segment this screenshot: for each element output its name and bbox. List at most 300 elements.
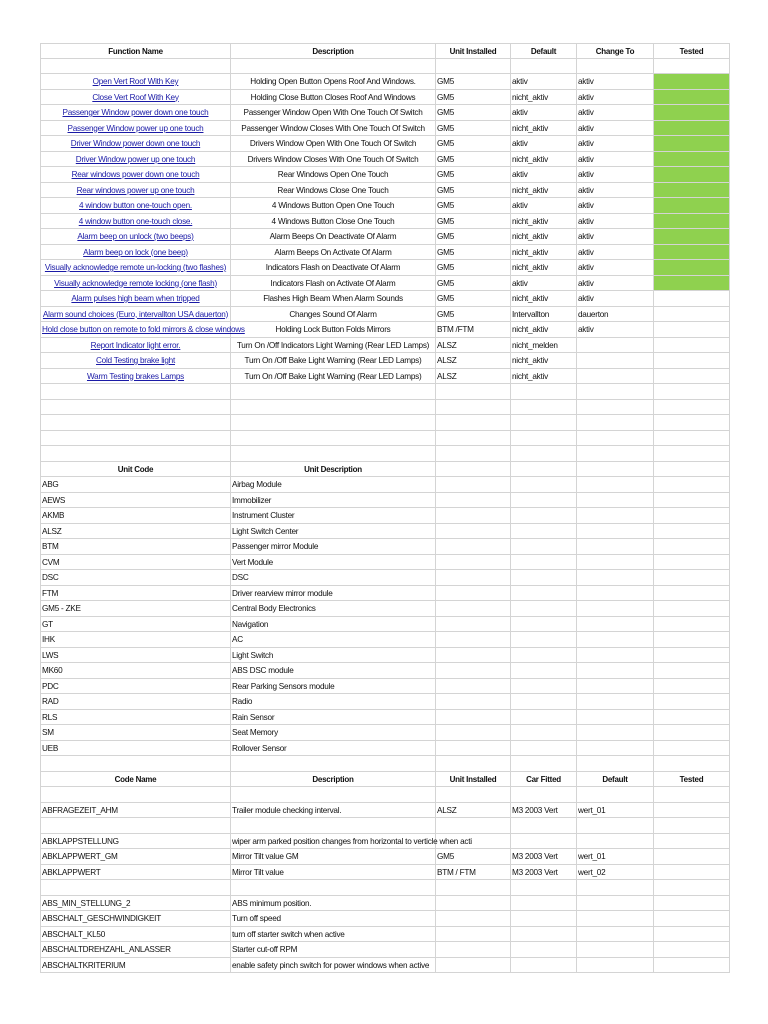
empty-cell <box>40 818 231 834</box>
tested-cell <box>654 338 730 354</box>
function-description: Indicators Flash on Deactivate Of Alarm <box>231 260 436 276</box>
code-name: ABSCHALTDREHZAHL_ANLASSER <box>40 942 231 958</box>
cell <box>436 648 511 664</box>
function-description: Turn On /Off Bake Light Warning (Rear LED Lamps) <box>231 353 436 369</box>
change-to-value: aktiv <box>577 276 654 292</box>
default-value: nicht_aktiv <box>511 245 577 261</box>
unit-description: Rollover Sensor <box>231 741 436 757</box>
function-row <box>40 74 730 90</box>
unit-installed <box>436 896 511 912</box>
empty-cell <box>511 384 577 400</box>
function-row <box>40 260 730 276</box>
unit-row <box>40 539 730 555</box>
function-name-link[interactable]: 4 window button one-touch open. <box>40 198 231 214</box>
tested-indicator <box>654 245 730 261</box>
cell <box>577 477 654 493</box>
cell <box>511 632 577 648</box>
cell <box>511 555 577 571</box>
empty-cell <box>231 787 436 803</box>
change-to-value <box>577 369 654 385</box>
empty-cell <box>577 400 654 416</box>
cell <box>577 663 654 679</box>
unit-code: PDC <box>40 679 231 695</box>
change-to-value: aktiv <box>577 167 654 183</box>
cell <box>436 741 511 757</box>
unit-installed: GM5 <box>436 121 511 137</box>
empty-row <box>40 756 730 772</box>
tested-indicator <box>654 198 730 214</box>
unit-installed: GM5 <box>436 276 511 292</box>
empty-row <box>40 880 730 896</box>
cell <box>436 477 511 493</box>
function-description: Alarm Beeps On Activate Of Alarm <box>231 245 436 261</box>
function-row <box>40 214 730 230</box>
cell <box>436 555 511 571</box>
unit-installed: ALSZ <box>436 353 511 369</box>
unit-installed: GM5 <box>436 307 511 323</box>
cell <box>511 539 577 555</box>
default-value <box>577 958 654 974</box>
default-value: nicht_aktiv <box>511 183 577 199</box>
cell <box>436 524 511 540</box>
cell <box>436 710 511 726</box>
cell <box>654 663 730 679</box>
unit-installed: ALSZ <box>436 338 511 354</box>
empty-cell <box>654 400 730 416</box>
car-fitted <box>511 942 577 958</box>
code-row <box>40 896 730 912</box>
function-name-link[interactable]: 4 window button one-touch close. <box>40 214 231 230</box>
column-header: Default <box>511 43 577 59</box>
change-to-value: aktiv <box>577 260 654 276</box>
code-name: ABKLAPPWERT_GM <box>40 849 231 865</box>
code-description: Mirror Tilt value GM <box>231 849 436 865</box>
code-row <box>40 927 730 943</box>
unit-row <box>40 555 730 571</box>
function-name-link[interactable]: Passenger Window power down one touch <box>40 105 231 121</box>
empty-row <box>40 787 730 803</box>
cell <box>511 493 577 509</box>
unit-row <box>40 508 730 524</box>
function-description: Changes Sound Of Alarm <box>231 307 436 323</box>
tested-cell <box>654 834 730 850</box>
code-description: ABS minimum position. <box>231 896 436 912</box>
header-row-codes <box>40 772 730 788</box>
empty-cell <box>40 431 231 447</box>
column-header: Tested <box>654 772 730 788</box>
empty-cell <box>577 384 654 400</box>
default-value: nicht_aktiv <box>511 291 577 307</box>
unit-code: LWS <box>40 648 231 664</box>
tested-cell <box>654 369 730 385</box>
default-value: wert_01 <box>577 849 654 865</box>
column-header: Change To <box>577 43 654 59</box>
cell <box>654 555 730 571</box>
function-name-link[interactable]: Report Indicator light error. <box>40 338 231 354</box>
empty-cell <box>436 400 511 416</box>
function-row <box>40 121 730 137</box>
cell <box>436 539 511 555</box>
column-header: Default <box>577 772 654 788</box>
function-row <box>40 338 730 354</box>
function-description: Indicators Flash on Activate Of Alarm <box>231 276 436 292</box>
empty-cell <box>231 384 436 400</box>
function-name-link[interactable]: Alarm sound choices (Euro, intervallton USA dauerton) <box>40 307 231 323</box>
function-description: Turn On /Off Bake Light Warning (Rear LED Lamps) <box>231 369 436 385</box>
code-name: ABSCHALTKRITERIUM <box>40 958 231 974</box>
tested-cell <box>654 958 730 974</box>
empty-cell <box>231 756 436 772</box>
unit-installed <box>436 927 511 943</box>
cell <box>654 710 730 726</box>
unit-description: Central Body Electronics <box>231 601 436 617</box>
empty-row <box>40 818 730 834</box>
empty-cell <box>231 880 436 896</box>
unit-row <box>40 601 730 617</box>
cell <box>511 586 577 602</box>
code-name: ABFRAGEZEIT_AHM <box>40 803 231 819</box>
empty-cell <box>654 59 730 75</box>
default-value: aktiv <box>511 198 577 214</box>
cell <box>577 524 654 540</box>
tested-indicator <box>654 167 730 183</box>
function-name-link[interactable]: Passenger Window power up one touch <box>40 121 231 137</box>
function-description: 4 Windows Button Open One Touch <box>231 198 436 214</box>
unit-row <box>40 493 730 509</box>
unit-row <box>40 477 730 493</box>
car-fitted: M3 2003 Vert <box>511 849 577 865</box>
cell <box>654 741 730 757</box>
empty-cell <box>40 59 231 75</box>
change-to-value: aktiv <box>577 105 654 121</box>
empty-cell <box>654 431 730 447</box>
unit-row <box>40 617 730 633</box>
function-name-link[interactable]: Rear windows power up one touch <box>40 183 231 199</box>
default-value: aktiv <box>511 74 577 90</box>
cell <box>436 663 511 679</box>
cell <box>511 617 577 633</box>
default-value: aktiv <box>511 105 577 121</box>
unit-code: UEB <box>40 741 231 757</box>
tested-cell <box>654 942 730 958</box>
unit-code: MK60 <box>40 663 231 679</box>
cell <box>511 679 577 695</box>
function-name-link[interactable]: Alarm beep on lock (one beep) <box>40 245 231 261</box>
header-row-functions <box>40 43 730 59</box>
cell <box>577 462 654 478</box>
empty-cell <box>654 880 730 896</box>
unit-installed: GM5 <box>436 105 511 121</box>
function-name-link[interactable]: Alarm pulses high beam when tripped <box>40 291 231 307</box>
function-description: Turn On /Off Indicators Light Warning (Rear LED Lamps) <box>231 338 436 354</box>
cell <box>654 648 730 664</box>
cell <box>577 570 654 586</box>
column-header: Description <box>231 43 436 59</box>
function-description: Drivers Window Closes With One Touch Of Switch <box>231 152 436 168</box>
tested-indicator <box>654 74 730 90</box>
column-header: Car Fitted <box>511 772 577 788</box>
car-fitted <box>511 834 577 850</box>
default-value: nicht_aktiv <box>511 214 577 230</box>
tested-cell <box>654 291 730 307</box>
cell <box>436 586 511 602</box>
unit-installed: GM5 <box>436 152 511 168</box>
empty-cell <box>40 756 231 772</box>
cell <box>654 570 730 586</box>
function-description: Alarm Beeps On Deactivate Of Alarm <box>231 229 436 245</box>
cell <box>511 601 577 617</box>
tested-cell <box>654 896 730 912</box>
empty-cell <box>231 431 436 447</box>
empty-cell <box>436 59 511 75</box>
column-header: Description <box>231 772 436 788</box>
empty-cell <box>436 431 511 447</box>
function-row <box>40 167 730 183</box>
function-name-link[interactable]: Driver Window power up one touch <box>40 152 231 168</box>
cell <box>654 725 730 741</box>
unit-installed: GM5 <box>436 136 511 152</box>
cell <box>577 539 654 555</box>
cell <box>654 617 730 633</box>
unit-installed: GM5 <box>436 74 511 90</box>
unit-code: FTM <box>40 586 231 602</box>
column-header: Function Name <box>40 43 231 59</box>
function-name-link[interactable]: Close Vert Roof With Key <box>40 90 231 106</box>
empty-cell <box>40 400 231 416</box>
header-row-units <box>40 462 730 478</box>
change-to-value: aktiv <box>577 229 654 245</box>
cell <box>577 741 654 757</box>
unit-installed <box>436 834 511 850</box>
default-value <box>577 834 654 850</box>
cell <box>436 679 511 695</box>
cell <box>577 617 654 633</box>
code-description: enable safety pinch switch for power windows when active <box>231 958 436 974</box>
tested-indicator <box>654 90 730 106</box>
column-header: Code Name <box>40 772 231 788</box>
empty-cell <box>654 787 730 803</box>
function-name-link[interactable]: Hold close button on remote to fold mirrors & close windows <box>40 322 231 338</box>
empty-cell <box>40 384 231 400</box>
empty-cell <box>511 880 577 896</box>
tested-cell <box>654 865 730 881</box>
car-fitted <box>511 927 577 943</box>
empty-cell <box>654 756 730 772</box>
tested-indicator <box>654 136 730 152</box>
cell <box>577 694 654 710</box>
function-description: Drivers Window Open With One Touch Of Switch <box>231 136 436 152</box>
code-description: turn off starter switch when active <box>231 927 436 943</box>
empty-cell <box>511 756 577 772</box>
function-name-link[interactable]: Cold Testing brake light <box>40 353 231 369</box>
code-name: ABSCHALT_GESCHWINDIGKEIT <box>40 911 231 927</box>
spreadsheet <box>40 43 730 973</box>
empty-row <box>40 446 730 462</box>
function-description: Rear Windows Open One Touch <box>231 167 436 183</box>
unit-row <box>40 741 730 757</box>
unit-code: SM <box>40 725 231 741</box>
cell <box>436 632 511 648</box>
unit-description: Radio <box>231 694 436 710</box>
empty-cell <box>231 415 436 431</box>
cell <box>511 663 577 679</box>
unit-installed: ALSZ <box>436 803 511 819</box>
cell <box>577 648 654 664</box>
unit-installed: BTM /FTM <box>436 322 511 338</box>
unit-installed: GM5 <box>436 198 511 214</box>
cell <box>511 524 577 540</box>
unit-description: Seat Memory <box>231 725 436 741</box>
unit-installed: GM5 <box>436 90 511 106</box>
unit-installed: GM5 <box>436 260 511 276</box>
unit-code: ABG <box>40 477 231 493</box>
cell <box>436 694 511 710</box>
tested-indicator <box>654 276 730 292</box>
empty-cell <box>654 384 730 400</box>
empty-row <box>40 415 730 431</box>
empty-cell <box>577 59 654 75</box>
cell <box>511 570 577 586</box>
function-row <box>40 322 730 338</box>
default-value: nicht_melden <box>511 338 577 354</box>
empty-cell <box>40 415 231 431</box>
function-row <box>40 198 730 214</box>
default-value: nicht_aktiv <box>511 260 577 276</box>
function-row <box>40 183 730 199</box>
function-name-link[interactable]: Driver Window power down one touch <box>40 136 231 152</box>
unit-code: RLS <box>40 710 231 726</box>
tested-cell <box>654 353 730 369</box>
function-name-link[interactable]: Visually acknowledge remote locking (one flash) <box>40 276 231 292</box>
function-row <box>40 105 730 121</box>
code-description: wiper arm parked position changes from horizontal to verticle when acti <box>231 834 436 850</box>
empty-cell <box>40 880 231 896</box>
function-name-link[interactable]: Warm Testing brakes Lamps <box>40 369 231 385</box>
unit-description: Driver rearview mirror module <box>231 586 436 602</box>
unit-description: Airbag Module <box>231 477 436 493</box>
default-value <box>577 942 654 958</box>
empty-cell <box>436 818 511 834</box>
empty-cell <box>231 400 436 416</box>
unit-row <box>40 632 730 648</box>
code-description: Starter cut-off RPM <box>231 942 436 958</box>
cell <box>436 570 511 586</box>
function-name-link[interactable]: Alarm beep on unlock (two beeps) <box>40 229 231 245</box>
cell <box>577 508 654 524</box>
empty-cell <box>231 446 436 462</box>
tested-cell <box>654 307 730 323</box>
car-fitted <box>511 911 577 927</box>
unit-row <box>40 725 730 741</box>
code-row <box>40 942 730 958</box>
unit-installed <box>436 958 511 974</box>
cell <box>654 493 730 509</box>
empty-cell <box>654 446 730 462</box>
code-row <box>40 803 730 819</box>
cell <box>511 694 577 710</box>
tested-cell <box>654 803 730 819</box>
default-value: nicht_aktiv <box>511 353 577 369</box>
function-row <box>40 245 730 261</box>
tested-indicator <box>654 183 730 199</box>
tested-indicator <box>654 260 730 276</box>
empty-cell <box>654 818 730 834</box>
function-row <box>40 353 730 369</box>
function-description: Holding Close Button Closes Roof And Windows <box>231 90 436 106</box>
cell <box>577 710 654 726</box>
empty-cell <box>436 880 511 896</box>
change-to-value: aktiv <box>577 74 654 90</box>
code-name: ABS_MIN_STELLUNG_2 <box>40 896 231 912</box>
function-description: Passenger Window Closes With One Touch Of Switch <box>231 121 436 137</box>
empty-cell <box>40 787 231 803</box>
function-name-link[interactable]: Open Vert Roof With Key <box>40 74 231 90</box>
unit-installed <box>436 942 511 958</box>
empty-cell <box>577 415 654 431</box>
empty-cell <box>231 59 436 75</box>
function-row <box>40 229 730 245</box>
cell <box>577 601 654 617</box>
cell <box>654 539 730 555</box>
empty-row <box>40 400 730 416</box>
unit-installed: GM5 <box>436 167 511 183</box>
unit-code: RAD <box>40 694 231 710</box>
tested-cell <box>654 927 730 943</box>
unit-row <box>40 570 730 586</box>
default-value: wert_01 <box>577 803 654 819</box>
unit-description: Vert Module <box>231 555 436 571</box>
default-value: nicht_aktiv <box>511 90 577 106</box>
empty-cell <box>511 431 577 447</box>
tested-indicator <box>654 214 730 230</box>
cell <box>436 462 511 478</box>
empty-cell <box>436 384 511 400</box>
unit-code: AEWS <box>40 493 231 509</box>
unit-row <box>40 710 730 726</box>
code-description: Mirror Tilt value <box>231 865 436 881</box>
unit-description: Immobilizer <box>231 493 436 509</box>
car-fitted: M3 2003 Vert <box>511 865 577 881</box>
function-description: Passenger Window Open With One Touch Of Switch <box>231 105 436 121</box>
cell <box>654 586 730 602</box>
cell <box>577 493 654 509</box>
cell <box>511 710 577 726</box>
function-name-link[interactable]: Rear windows power down one touch <box>40 167 231 183</box>
empty-cell <box>654 415 730 431</box>
tested-cell <box>654 911 730 927</box>
empty-cell <box>511 787 577 803</box>
unit-code: IHK <box>40 632 231 648</box>
code-row <box>40 865 730 881</box>
code-name: ABKLAPPWERT <box>40 865 231 881</box>
unit-description: AC <box>231 632 436 648</box>
default-value: nicht_aktiv <box>511 322 577 338</box>
function-row <box>40 136 730 152</box>
column-header: Tested <box>654 43 730 59</box>
cell <box>436 508 511 524</box>
function-name-link[interactable]: Visually acknowledge remote un-locking (two flashes) <box>40 260 231 276</box>
unit-description: Rear Parking Sensors module <box>231 679 436 695</box>
empty-cell <box>577 756 654 772</box>
unit-code: BTM <box>40 539 231 555</box>
unit-installed <box>436 911 511 927</box>
empty-cell <box>577 431 654 447</box>
empty-cell <box>511 818 577 834</box>
change-to-value: aktiv <box>577 183 654 199</box>
unit-installed: GM5 <box>436 291 511 307</box>
unit-code: CVM <box>40 555 231 571</box>
unit-row <box>40 663 730 679</box>
